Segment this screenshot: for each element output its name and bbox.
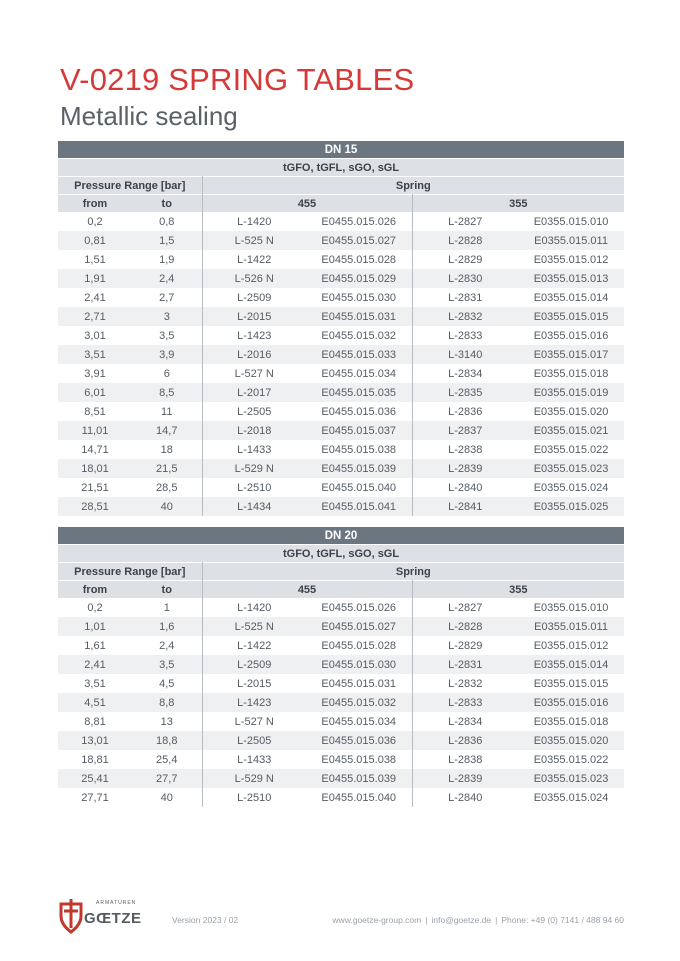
pressure-to-cell: 21,5 (132, 459, 202, 478)
spring-455-id-cell: L-1433 (237, 443, 272, 456)
website-link[interactable]: www.goetze-group.com (332, 915, 422, 925)
table-row (58, 712, 624, 731)
spring-455-code-cell: E0455.015.031 (306, 674, 412, 693)
spring-455-code-cell: E0455.015.041 (306, 497, 412, 516)
spring-455-code-cell: E0455.015.040 (306, 478, 412, 497)
table-row (58, 655, 624, 674)
spring-355-code-cell: E0355.015.023 (518, 769, 624, 788)
shield-icon (58, 898, 84, 934)
spring-455-id-cell: L-525 N (202, 617, 306, 636)
spring-355-code-cell: E0355.015.014 (518, 655, 624, 674)
pressure-to-cell: 8,8 (132, 693, 202, 712)
spring-455-id-cell: L-527 N (234, 715, 274, 728)
pressure-from-cell: 2,41 (84, 291, 106, 304)
separator: | (495, 915, 498, 925)
spring-455-id-cell: L-526 N (202, 269, 306, 288)
col-455-header: 455 (202, 195, 412, 213)
spring-455-code-cell: E0455.015.034 (306, 364, 412, 383)
spring-355-id-cell: L-2832 (412, 307, 518, 326)
pressure-from-cell: 3,01 (84, 329, 106, 342)
pressure-to-cell: 1 (132, 598, 202, 617)
pressure-from-cell: 18,81 (81, 753, 109, 766)
pressure-from-cell: 1,61 (84, 639, 106, 652)
table-row (58, 421, 624, 440)
col-from-header: from (58, 581, 132, 599)
pressure-to-cell: 40 (132, 788, 202, 807)
spring-455-id-cell: L-1433 (237, 753, 272, 766)
spring-355-id-cell: L-2829 (448, 639, 483, 652)
spring-455-id-cell: L-1422 (237, 639, 272, 652)
spring-355-code-cell: E0355.015.023 (518, 459, 624, 478)
table-row (58, 345, 624, 364)
contact-info (332, 915, 624, 925)
pressure-to-cell: 3 (132, 307, 202, 326)
spring-455-code-cell: E0455.015.038 (306, 440, 412, 459)
spring-455-code-cell: E0455.015.028 (306, 250, 412, 269)
spring-455-code-cell: E0455.015.027 (306, 231, 412, 250)
pressure-to-cell: 28,5 (132, 478, 202, 497)
table-row (58, 212, 624, 231)
spring-355-code-cell: E0355.015.012 (533, 639, 609, 652)
pressure-from-cell: 3,51 (84, 677, 106, 690)
spring-455-code-cell: E0455.015.032 (306, 693, 412, 712)
company-logo (58, 898, 158, 938)
spring-455-id-cell: L-2016 (202, 345, 306, 364)
pressure-from-cell: 11,01 (58, 421, 132, 440)
spring-455-code-cell: E0455.015.037 (306, 421, 412, 440)
spring-355-id-cell: L-2833 (412, 693, 518, 712)
spring-355-code-cell: E0355.015.024 (533, 481, 609, 494)
spring-455-id-cell: L-2505 (202, 731, 306, 750)
table-row (58, 231, 624, 250)
spring-455-code-cell: E0455.015.036 (306, 402, 412, 421)
spring-355-id-cell: L-2828 (412, 617, 518, 636)
pressure-to-cell: 3,9 (132, 345, 202, 364)
pressure-to-cell: 40 (132, 497, 202, 516)
spring-355-code-cell: E0355.015.010 (533, 215, 609, 228)
spring-455-id-cell: L-2510 (237, 481, 272, 494)
spring-455-id-cell: L-2509 (237, 291, 272, 304)
spring-455-code-cell: E0455.015.026 (306, 212, 412, 231)
spring-455-id-cell: L-2015 (237, 677, 272, 690)
pressure-from-cell: 8,81 (84, 715, 106, 728)
pressure-from-cell: 1,91 (58, 269, 132, 288)
pressure-from-cell: 13,01 (58, 731, 132, 750)
table-row (58, 326, 624, 345)
pressure-from-cell: 0,2 (87, 601, 103, 614)
pressure-to-cell: 4,5 (132, 674, 202, 693)
table-row (58, 598, 624, 617)
pressure-from-cell: 2,41 (58, 655, 132, 674)
spring-355-code-cell: E0355.015.020 (518, 731, 624, 750)
spring-355-code-cell: E0355.015.017 (518, 345, 624, 364)
spring-355-code-cell: E0355.015.020 (533, 405, 609, 418)
spring-455-code-cell: E0455.015.030 (306, 288, 412, 307)
pressure-to-cell: 2,7 (132, 288, 202, 307)
col-to-header: to (132, 195, 202, 213)
table-row (58, 440, 624, 459)
spring-355-code-cell: E0355.015.019 (518, 383, 624, 402)
spring-355-code-cell: E0355.015.011 (518, 231, 624, 250)
spring-455-id-cell: L-1420 (237, 215, 272, 228)
spring-header: Spring (202, 177, 624, 195)
pressure-to-cell: 3,5 (132, 326, 202, 345)
pressure-from-cell: 14,71 (81, 443, 109, 456)
spring-355-id-cell: L-2833 (448, 329, 483, 342)
spring-355-code-cell: E0355.015.025 (518, 497, 624, 516)
spring-header: Spring (202, 563, 624, 581)
spring-355-id-cell: L-2835 (412, 383, 518, 402)
table-row (58, 250, 624, 269)
pressure-from-cell: 2,71 (58, 307, 132, 326)
email-link[interactable]: info@goetze.de (431, 915, 492, 925)
pressure-to-cell: 1,6 (132, 617, 202, 636)
spring-455-id-cell: L-1423 (202, 693, 306, 712)
spring-455-id-cell: L-1434 (202, 497, 306, 516)
spring-355-code-cell: E0355.015.015 (518, 307, 624, 326)
pressure-to-cell: 14,7 (132, 421, 202, 440)
spring-455-code-cell: E0455.015.031 (306, 307, 412, 326)
pressure-from-cell: 21,51 (81, 481, 109, 494)
spring-355-id-cell: L-2840 (448, 791, 483, 804)
spring-355-code-cell: E0355.015.016 (518, 693, 624, 712)
pressure-range-header: Pressure Range [bar] (58, 177, 202, 195)
table-row (58, 478, 624, 497)
pressure-to-cell: 13 (132, 712, 202, 731)
col-455-header: 455 (202, 581, 412, 599)
spring-355-code-cell: E0355.015.024 (533, 791, 609, 804)
pressure-to-cell: 25,4 (132, 750, 202, 769)
table-row (58, 750, 624, 769)
spring-355-code-cell: E0355.015.015 (533, 677, 609, 690)
spring-355-id-cell: L-2838 (448, 753, 483, 766)
spring-355-code-cell: E0355.015.018 (533, 367, 609, 380)
table-types-header: tGFO, tGFL, sGO, sGL (58, 159, 624, 177)
spring-355-code-cell: E0355.015.018 (533, 715, 609, 728)
pressure-to-cell: 1,9 (132, 250, 202, 269)
logo-subtext: ARMATUREN (96, 900, 137, 906)
pressure-from-cell: 0,81 (58, 231, 132, 250)
spring-355-code-cell: E0355.015.022 (533, 753, 609, 766)
phone-number: Phone: +49 (0) 7141 / 488 94 60 (501, 915, 624, 925)
spring-455-code-cell: E0455.015.038 (306, 750, 412, 769)
page-subtitle: Metallic sealing (60, 101, 238, 131)
spring-455-id-cell: L-2017 (202, 383, 306, 402)
table-row (58, 693, 624, 712)
spring-455-code-cell: E0455.015.027 (306, 617, 412, 636)
table-types-header: tGFO, tGFL, sGO, sGL (58, 545, 624, 563)
spring-355-id-cell: L-2834 (448, 367, 483, 380)
pressure-from-cell: 3,51 (58, 345, 132, 364)
col-355-header: 355 (412, 195, 624, 213)
table-dn-header: DN 15 (58, 141, 624, 159)
spring-355-code-cell: E0355.015.022 (533, 443, 609, 456)
col-to-header: to (132, 581, 202, 599)
spring-355-id-cell: L-2828 (412, 231, 518, 250)
pressure-to-cell: 2,4 (132, 636, 202, 655)
spring-table-dn20 (58, 527, 624, 807)
spring-355-code-cell: E0355.015.016 (533, 329, 609, 342)
spring-355-code-cell: E0355.015.010 (533, 601, 609, 614)
spring-455-id-cell: L-1420 (237, 601, 272, 614)
spring-355-code-cell: E0355.015.014 (533, 291, 609, 304)
spring-table-dn15 (58, 141, 624, 516)
spring-355-id-cell: L-2836 (412, 731, 518, 750)
spring-355-id-cell: L-2840 (448, 481, 483, 494)
spring-355-id-cell: L-2837 (412, 421, 518, 440)
pressure-to-cell: 3,5 (132, 655, 202, 674)
spring-455-code-cell: E0455.015.039 (306, 769, 412, 788)
table-row (58, 617, 624, 636)
logo-wordmark: GŒTZE (84, 910, 142, 927)
pressure-from-cell: 6,01 (58, 383, 132, 402)
pressure-from-cell: 25,41 (58, 769, 132, 788)
col-from-header: from (58, 195, 132, 213)
table-row (58, 269, 624, 288)
spring-355-id-cell: L-2829 (448, 253, 483, 266)
spring-455-code-cell: E0455.015.026 (306, 598, 412, 617)
separator: | (425, 915, 428, 925)
spring-455-id-cell: L-2510 (237, 791, 272, 804)
spring-355-id-cell: L-2830 (412, 269, 518, 288)
pressure-to-cell: 6 (132, 364, 202, 383)
pressure-from-cell: 28,51 (58, 497, 132, 516)
spring-355-code-cell: E0355.015.013 (518, 269, 624, 288)
table-row (58, 636, 624, 655)
spring-455-code-cell: E0455.015.033 (306, 345, 412, 364)
spring-355-id-cell: L-2836 (448, 405, 483, 418)
table-row (58, 788, 624, 807)
pressure-from-cell: 4,51 (58, 693, 132, 712)
spring-355-id-cell: L-2839 (412, 459, 518, 478)
spring-455-id-cell: L-2509 (202, 655, 306, 674)
spring-455-code-cell: E0455.015.040 (306, 788, 412, 807)
pressure-range-header: Pressure Range [bar] (58, 563, 202, 581)
pressure-from-cell: 1,01 (58, 617, 132, 636)
table-row (58, 731, 624, 750)
spring-355-id-cell: L-2832 (448, 677, 483, 690)
spring-455-code-cell: E0455.015.035 (306, 383, 412, 402)
spring-455-id-cell: L-525 N (202, 231, 306, 250)
spring-455-code-cell: E0455.015.034 (306, 712, 412, 731)
spring-355-id-cell: L-3140 (412, 345, 518, 364)
table-row (58, 307, 624, 326)
pressure-from-cell: 0,2 (87, 215, 103, 228)
pressure-to-cell: 18,8 (132, 731, 202, 750)
table-row (58, 769, 624, 788)
spring-355-code-cell: E0355.015.011 (518, 617, 624, 636)
table-row (58, 364, 624, 383)
table-dn-header: DN 20 (58, 527, 624, 545)
spring-455-code-cell: E0455.015.030 (306, 655, 412, 674)
spring-455-code-cell: E0455.015.028 (306, 636, 412, 655)
spring-355-id-cell: L-2841 (412, 497, 518, 516)
spring-355-id-cell: L-2827 (448, 601, 483, 614)
pressure-from-cell: 18,01 (58, 459, 132, 478)
pressure-to-cell: 1,5 (132, 231, 202, 250)
pressure-to-cell: 27,7 (132, 769, 202, 788)
pressure-from-cell: 8,51 (84, 405, 106, 418)
pressure-to-cell: 0,8 (132, 212, 202, 231)
table-row (58, 497, 624, 516)
spring-355-id-cell: L-2834 (448, 715, 483, 728)
spring-455-code-cell: E0455.015.036 (306, 731, 412, 750)
spring-455-id-cell: L-1422 (237, 253, 272, 266)
col-355-header: 355 (412, 581, 624, 599)
version-label: Version 2023 / 02 (172, 915, 239, 925)
table-row (58, 383, 624, 402)
spring-455-id-cell: L-529 N (202, 769, 306, 788)
pressure-from-cell: 3,91 (84, 367, 106, 380)
spring-355-id-cell: L-2831 (448, 291, 483, 304)
spring-455-code-cell: E0455.015.032 (306, 326, 412, 345)
table-row (58, 459, 624, 478)
pressure-to-cell: 8,5 (132, 383, 202, 402)
spring-455-id-cell: L-2015 (202, 307, 306, 326)
spring-455-id-cell: L-529 N (202, 459, 306, 478)
spring-355-code-cell: E0355.015.021 (518, 421, 624, 440)
spring-355-id-cell: L-2827 (448, 215, 483, 228)
spring-455-id-cell: L-2505 (237, 405, 272, 418)
pressure-to-cell: 2,4 (132, 269, 202, 288)
pressure-from-cell: 1,51 (84, 253, 106, 266)
spring-355-id-cell: L-2839 (412, 769, 518, 788)
page-title: V-0219 SPRING TABLES (60, 62, 415, 97)
spring-455-id-cell: L-2018 (202, 421, 306, 440)
spring-355-id-cell: L-2831 (412, 655, 518, 674)
spring-355-code-cell: E0355.015.012 (533, 253, 609, 266)
spring-455-id-cell: L-527 N (234, 367, 274, 380)
spring-455-id-cell: L-1423 (237, 329, 272, 342)
pressure-to-cell: 11 (132, 402, 202, 421)
spring-455-code-cell: E0455.015.029 (306, 269, 412, 288)
pressure-to-cell: 18 (132, 440, 202, 459)
spring-455-code-cell: E0455.015.039 (306, 459, 412, 478)
spring-355-id-cell: L-2838 (448, 443, 483, 456)
table-row (58, 288, 624, 307)
pressure-from-cell: 27,71 (81, 791, 109, 804)
table-row (58, 674, 624, 693)
table-row (58, 402, 624, 421)
